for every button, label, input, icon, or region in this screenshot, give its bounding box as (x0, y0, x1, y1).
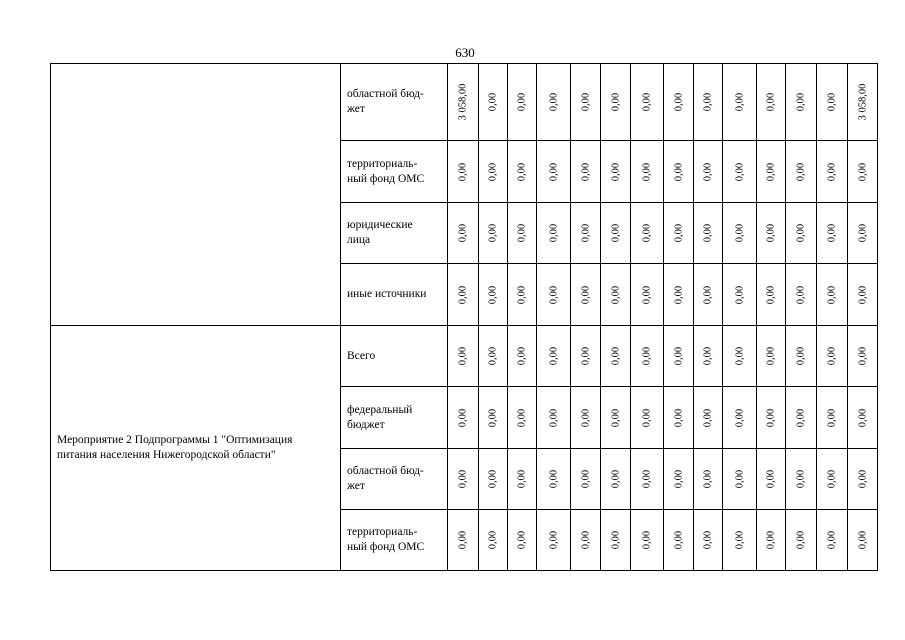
value-text: 0,00 (765, 530, 777, 550)
value-cell (448, 510, 479, 571)
value-text: 0,00 (641, 223, 653, 243)
value-cell (664, 387, 694, 449)
value-text: 0,00 (702, 408, 714, 427)
value-cell (601, 449, 631, 510)
value-text: 0,00 (548, 285, 559, 304)
value-text: 0,00 (857, 530, 868, 550)
value-cell (848, 141, 878, 203)
value-text: 0,00 (826, 162, 838, 181)
value-cell (479, 141, 508, 203)
value-text: 0,00 (487, 469, 499, 489)
value-text: 0,00 (795, 92, 807, 112)
value-text: 0,00 (487, 530, 499, 550)
value-cell (817, 510, 848, 571)
value-cell (508, 387, 537, 449)
value-cell (508, 326, 537, 387)
value-cell (848, 203, 878, 264)
value-text: 0,00 (795, 469, 807, 489)
value-text: 0,00 (457, 162, 469, 181)
value-text: 3 058,00 (457, 83, 469, 121)
value-cell (786, 141, 817, 203)
value-cell (664, 264, 694, 326)
value-cell (631, 326, 664, 387)
value-cell (786, 387, 817, 449)
table-row (51, 64, 878, 141)
value-text: 0,00 (826, 530, 838, 550)
value-cell (448, 264, 479, 326)
value-cell (479, 510, 508, 571)
value-cell (817, 326, 848, 387)
value-cell (723, 264, 757, 326)
value-text: 0,00 (826, 408, 838, 427)
value-cell (694, 141, 723, 203)
value-text: 0,00 (702, 223, 714, 243)
value-cell (537, 203, 571, 264)
value-text: 0,00 (457, 346, 469, 366)
value-text: 0,00 (457, 530, 469, 550)
value-text: 3 058,00 (857, 83, 868, 121)
value-cell (664, 64, 694, 141)
value-cell (508, 449, 537, 510)
value-cell (817, 387, 848, 449)
value-text: 0,00 (641, 408, 653, 427)
value-text: 0,00 (610, 92, 621, 112)
value-text: 0,00 (487, 346, 499, 366)
value-text: 0,00 (610, 223, 621, 243)
value-cell (601, 387, 631, 449)
value-cell (786, 449, 817, 510)
value-text: 0,00 (734, 92, 745, 112)
value-text: 0,00 (580, 408, 591, 427)
value-cell (479, 449, 508, 510)
value-cell (601, 141, 631, 203)
value-cell (786, 203, 817, 264)
value-cell (508, 264, 537, 326)
value-text: 0,00 (702, 530, 714, 550)
value-cell (786, 326, 817, 387)
value-text: 0,00 (487, 162, 499, 181)
value-cell (537, 326, 571, 387)
value-cell (664, 141, 694, 203)
value-text: 0,00 (765, 285, 777, 304)
value-cell (448, 387, 479, 449)
value-text: 0,00 (765, 469, 777, 489)
value-text: 0,00 (548, 162, 559, 181)
value-cell (664, 326, 694, 387)
value-cell (848, 510, 878, 571)
value-cell (571, 203, 601, 264)
value-cell (479, 264, 508, 326)
value-text: 0,00 (702, 285, 714, 304)
value-text: 0,00 (516, 346, 528, 366)
funding-source: территориаль- ный фонд ОМС (341, 141, 448, 203)
value-text: 0,00 (795, 408, 807, 427)
value-cell (786, 64, 817, 141)
funding-source: иные источники (341, 264, 448, 326)
value-text: 0,00 (548, 223, 559, 243)
value-cell (479, 387, 508, 449)
funding-source: федеральный бюджет (341, 387, 448, 449)
value-text: 0,00 (580, 346, 591, 366)
value-cell (786, 264, 817, 326)
value-text: 0,00 (641, 285, 653, 304)
value-cell (479, 64, 508, 141)
value-text: 0,00 (826, 346, 838, 366)
value-cell (631, 510, 664, 571)
value-cell (508, 141, 537, 203)
value-text: 0,00 (610, 469, 621, 489)
value-cell (631, 64, 664, 141)
value-cell (848, 326, 878, 387)
value-cell (508, 64, 537, 141)
value-text: 0,00 (734, 223, 745, 243)
funding-source: областной бюд- жет (341, 449, 448, 510)
value-cell (757, 387, 786, 449)
value-text: 0,00 (857, 408, 868, 427)
value-cell (571, 141, 601, 203)
value-text: 0,00 (673, 92, 684, 112)
value-text: 0,00 (516, 223, 528, 243)
value-cell (631, 387, 664, 449)
value-cell (723, 387, 757, 449)
value-cell (448, 449, 479, 510)
value-text: 0,00 (795, 223, 807, 243)
value-cell (723, 510, 757, 571)
value-text: 0,00 (580, 92, 591, 112)
value-cell (817, 64, 848, 141)
value-text: 0,00 (734, 162, 745, 181)
funding-source: Всего (341, 326, 448, 387)
value-text: 0,00 (765, 408, 777, 427)
value-cell (571, 64, 601, 141)
value-text: 0,00 (765, 346, 777, 366)
value-text: 0,00 (702, 92, 714, 112)
value-text: 0,00 (487, 408, 499, 427)
value-cell (601, 264, 631, 326)
value-cell (537, 64, 571, 141)
value-cell (601, 510, 631, 571)
value-text: 0,00 (702, 469, 714, 489)
value-cell (664, 203, 694, 264)
value-cell (786, 510, 817, 571)
value-text: 0,00 (734, 346, 745, 366)
value-text: 0,00 (487, 92, 499, 112)
value-text: 0,00 (641, 346, 653, 366)
value-cell (664, 449, 694, 510)
value-text: 0,00 (826, 285, 838, 304)
value-cell (757, 203, 786, 264)
value-text: 0,00 (516, 469, 528, 489)
value-cell (757, 449, 786, 510)
value-text: 0,00 (857, 285, 868, 304)
value-text: 0,00 (610, 408, 621, 427)
value-text: 0,00 (734, 469, 745, 489)
value-text: 0,00 (610, 530, 621, 550)
value-cell (817, 203, 848, 264)
page-number: 630 (455, 45, 475, 60)
value-text: 0,00 (795, 346, 807, 366)
value-cell (848, 264, 878, 326)
value-text: 0,00 (702, 346, 714, 366)
funding-source: областной бюд- жет (341, 64, 448, 141)
value-text: 0,00 (795, 162, 807, 181)
value-cell (571, 387, 601, 449)
value-cell (723, 203, 757, 264)
value-cell (508, 510, 537, 571)
value-text: 0,00 (702, 162, 714, 181)
value-cell (848, 449, 878, 510)
value-text: 0,00 (673, 346, 684, 366)
value-cell (723, 141, 757, 203)
value-text: 0,00 (826, 469, 838, 489)
value-text: 0,00 (734, 408, 745, 427)
value-cell (694, 326, 723, 387)
value-cell (757, 510, 786, 571)
value-text: 0,00 (580, 469, 591, 489)
value-cell (757, 326, 786, 387)
value-text: 0,00 (580, 223, 591, 243)
value-cell (723, 64, 757, 141)
value-cell (448, 203, 479, 264)
value-cell (817, 141, 848, 203)
value-text: 0,00 (795, 530, 807, 550)
value-cell (537, 449, 571, 510)
value-text: 0,00 (765, 223, 777, 243)
funding-source: юридические лица (341, 203, 448, 264)
value-text: 0,00 (457, 469, 469, 489)
value-cell (571, 264, 601, 326)
value-cell (601, 64, 631, 141)
value-text: 0,00 (516, 285, 528, 304)
value-text: 0,00 (673, 530, 684, 550)
value-cell (537, 387, 571, 449)
program-cell-1 (51, 64, 341, 326)
value-text: 0,00 (795, 285, 807, 304)
value-cell (631, 203, 664, 264)
value-text: 0,00 (580, 530, 591, 550)
value-cell (694, 449, 723, 510)
value-text: 0,00 (548, 408, 559, 427)
value-cell (848, 387, 878, 449)
budget-table (50, 63, 878, 571)
table-row (51, 326, 878, 387)
value-text: 0,00 (548, 92, 559, 112)
value-text: 0,00 (641, 530, 653, 550)
value-text: 0,00 (765, 162, 777, 181)
value-text: 0,00 (641, 92, 653, 112)
value-cell (448, 326, 479, 387)
value-text: 0,00 (610, 162, 621, 181)
value-text: 0,00 (610, 285, 621, 304)
value-cell (631, 264, 664, 326)
value-text: 0,00 (857, 469, 868, 489)
value-cell (848, 64, 878, 141)
value-cell (723, 326, 757, 387)
value-cell (757, 64, 786, 141)
value-text: 0,00 (673, 285, 684, 304)
value-text: 0,00 (580, 162, 591, 181)
value-text: 0,00 (610, 346, 621, 366)
value-text: 0,00 (457, 223, 469, 243)
value-cell (694, 510, 723, 571)
value-text: 0,00 (641, 469, 653, 489)
value-cell (479, 203, 508, 264)
value-cell (571, 449, 601, 510)
value-text: 0,00 (857, 223, 868, 243)
value-text: 0,00 (673, 408, 684, 427)
value-text: 0,00 (457, 285, 469, 304)
value-text: 0,00 (673, 223, 684, 243)
value-cell (631, 449, 664, 510)
value-cell (757, 264, 786, 326)
value-cell (448, 141, 479, 203)
value-text: 0,00 (641, 162, 653, 181)
value-text: 0,00 (673, 469, 684, 489)
value-cell (601, 203, 631, 264)
value-cell (537, 510, 571, 571)
value-text: 0,00 (516, 92, 528, 112)
value-cell (508, 203, 537, 264)
value-cell (571, 326, 601, 387)
value-text: 0,00 (765, 92, 777, 112)
value-cell (448, 64, 479, 141)
value-text: 0,00 (516, 530, 528, 550)
value-text: 0,00 (548, 346, 559, 366)
value-text: 0,00 (548, 469, 559, 489)
value-text: 0,00 (487, 223, 499, 243)
value-cell (537, 141, 571, 203)
program-cell-2: Мероприятие 2 Подпрограммы 1 "Оптимизация питания населения Нижегородской области" (51, 326, 341, 571)
value-text: 0,00 (826, 223, 838, 243)
value-cell (723, 449, 757, 510)
value-text: 0,00 (673, 162, 684, 181)
value-text: 0,00 (548, 530, 559, 550)
value-text: 0,00 (857, 162, 868, 181)
value-text: 0,00 (516, 162, 528, 181)
value-cell (757, 141, 786, 203)
value-cell (694, 203, 723, 264)
value-text: 0,00 (457, 408, 469, 427)
value-cell (571, 510, 601, 571)
value-cell (817, 449, 848, 510)
value-cell (694, 387, 723, 449)
value-cell (537, 264, 571, 326)
value-cell (817, 264, 848, 326)
value-cell (479, 326, 508, 387)
value-cell (664, 510, 694, 571)
value-cell (631, 141, 664, 203)
value-text: 0,00 (734, 530, 745, 550)
value-cell (694, 64, 723, 141)
funding-source: территориаль- ный фонд ОМС (341, 510, 448, 571)
value-cell (601, 326, 631, 387)
value-text: 0,00 (487, 285, 499, 304)
value-text: 0,00 (734, 285, 745, 304)
value-text: 0,00 (826, 92, 838, 112)
value-cell (694, 264, 723, 326)
value-text: 0,00 (580, 285, 591, 304)
value-text: 0,00 (516, 408, 528, 427)
value-text: 0,00 (857, 346, 868, 366)
